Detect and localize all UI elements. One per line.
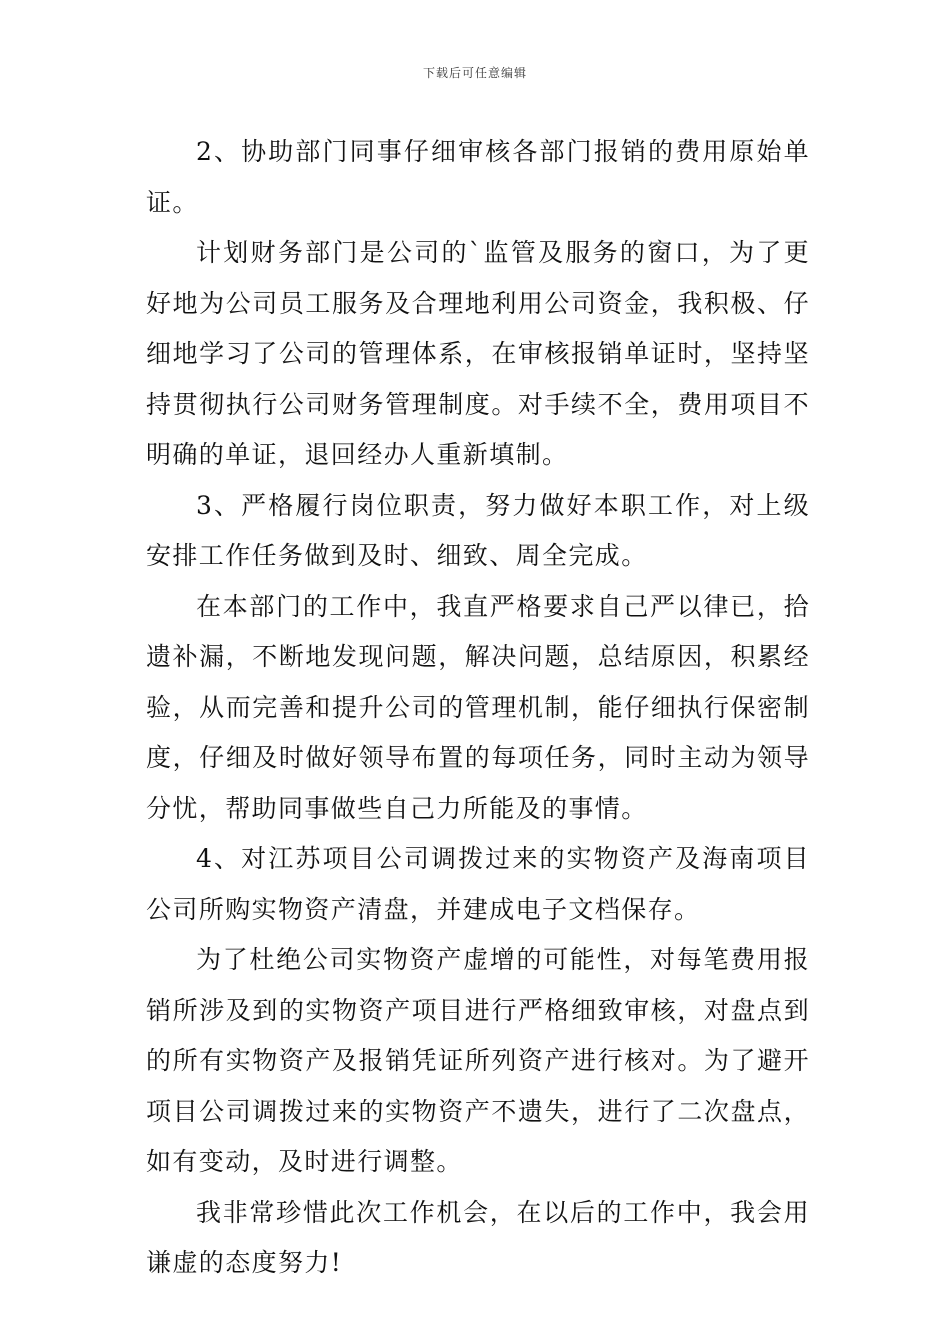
paragraph-finance-window: 计划财务部门是公司的`监管及服务的窗口，为了更好地为公司员工服务及合理地利用公司资金，我积极、仔细地学习了公司的管理体系，在审核报销单证时，坚持坚持贯彻执行公司财务管理制度。对手续不全，费用项目不明确的单证，退回经办人重新填制。 bbox=[146, 238, 810, 469]
paragraph-asset-audit: 为了杜绝公司实物资产虚增的可能性，对每笔费用报销所涉及到的实物资产项目进行严格细致审核，对盘点到的所有实物资产及报销凭证所列资产进行核对。为了避开项目公司调拨过来的实物资产不遗失，进行了二次盘点，如有变动，及时进行调整。 bbox=[146, 945, 810, 1176]
paragraph-item-4: 4、对江苏项目公司调拨过来的实物资产及海南项目公司所购实物资产清盘，并建成电子文档保存。 bbox=[146, 844, 810, 924]
paragraph-department-work: 在本部门的工作中，我直严格要求自己严以律已，拾遗补漏，不断地发现问题，解决问题，总结原因，积累经验，从而完善和提升公司的管理机制，能仔细执行保密制度，仔细及时做好领导布置的每项任务，同时主动为领导分忧，帮助同事做些自己力所能及的事情。 bbox=[146, 591, 810, 823]
document-body bbox=[146, 127, 810, 1289]
header-note: 下载后可任意编辑 bbox=[422, 66, 527, 80]
paragraph-item-3: 3、严格履行岗位职责，努力做好本职工作，对上级安排工作任务做到及时、细致、周全完成。 bbox=[146, 490, 810, 570]
paragraph-closing: 我非常珍惜此次工作机会，在以后的工作中，我会用谦虚的态度努力! bbox=[146, 1197, 810, 1277]
paragraph-item-2: 2、协助部门同事仔细审核各部门报销的费用原始单证。 bbox=[146, 137, 810, 217]
